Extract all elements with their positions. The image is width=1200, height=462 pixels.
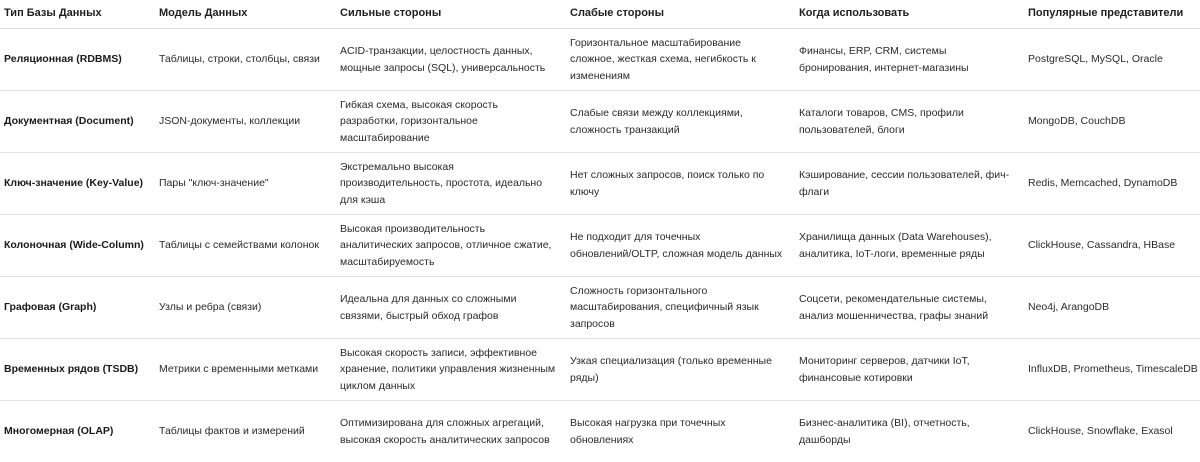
cell-weaknesses: Слабые связи между коллекциями, сложность транзакций bbox=[566, 91, 795, 153]
cell-db-type: Колоночная (Wide-Column) bbox=[0, 215, 155, 277]
cell-data-model: Узлы и ребра (связи) bbox=[155, 277, 336, 339]
cell-strengths: Оптимизирована для сложных агрегаций, высокая скорость аналитических запросов bbox=[336, 401, 566, 462]
cell-popular-representatives: Neo4j, ArangoDB bbox=[1024, 277, 1200, 339]
cell-db-type: Ключ-значение (Key-Value) bbox=[0, 153, 155, 215]
cell-popular-representatives: InfluxDB, Prometheus, TimescaleDB bbox=[1024, 339, 1200, 401]
cell-popular-representatives: MongoDB, CouchDB bbox=[1024, 91, 1200, 153]
cell-data-model: Метрики с временными метками bbox=[155, 339, 336, 401]
cell-weaknesses: Узкая специализация (только временные ряды) bbox=[566, 339, 795, 401]
header-row bbox=[0, 0, 1200, 29]
cell-popular-representatives: ClickHouse, Cassandra, HBase bbox=[1024, 215, 1200, 277]
header-when-to-use: Когда использовать bbox=[795, 0, 1024, 29]
cell-when-to-use: Бизнес-аналитика (BI), отчетность, дашборды bbox=[795, 401, 1024, 462]
header-popular-representatives: Популярные представители bbox=[1024, 0, 1200, 29]
header-data-model: Модель Данных bbox=[155, 0, 336, 29]
cell-weaknesses: Сложность горизонтального масштабирования, специфичный язык запросов bbox=[566, 277, 795, 339]
table-row bbox=[0, 153, 1200, 215]
cell-strengths: Гибкая схема, высокая скорость разработки, горизонтальное масштабирование bbox=[336, 91, 566, 153]
table-row bbox=[0, 277, 1200, 339]
cell-strengths: Высокая производительность аналитических запросов, отличное сжатие, масштабируемость bbox=[336, 215, 566, 277]
cell-weaknesses: Высокая нагрузка при точечных обновлениях bbox=[566, 401, 795, 462]
cell-data-model: Таблицы, строки, столбцы, связи bbox=[155, 29, 336, 91]
cell-when-to-use: Мониторинг серверов, датчики IoT, финансовые котировки bbox=[795, 339, 1024, 401]
table-row bbox=[0, 401, 1200, 462]
cell-when-to-use: Кэширование, сессии пользователей, фич-флаги bbox=[795, 153, 1024, 215]
cell-when-to-use: Каталоги товаров, CMS, профили пользователей, блоги bbox=[795, 91, 1024, 153]
cell-db-type: Реляционная (RDBMS) bbox=[0, 29, 155, 91]
cell-weaknesses: Нет сложных запросов, поиск только по ключу bbox=[566, 153, 795, 215]
cell-weaknesses: Не подходит для точечных обновлений/OLTP, сложная модель данных bbox=[566, 215, 795, 277]
cell-strengths: Высокая скорость записи, эффективное хранение, политики управления жизненным циклом данных bbox=[336, 339, 566, 401]
cell-strengths: ACID-транзакции, целостность данных, мощные запросы (SQL), универсальность bbox=[336, 29, 566, 91]
cell-strengths: Экстремально высокая производительность, простота, идеально для кэша bbox=[336, 153, 566, 215]
header-strengths: Сильные стороны bbox=[336, 0, 566, 29]
cell-when-to-use: Соцсети, рекомендательные системы, анализ мошенничества, графы знаний bbox=[795, 277, 1024, 339]
table-header bbox=[0, 0, 1200, 29]
cell-db-type: Многомерная (OLAP) bbox=[0, 401, 155, 462]
header-db-type: Тип Базы Данных bbox=[0, 0, 155, 29]
cell-data-model: JSON-документы, коллекции bbox=[155, 91, 336, 153]
cell-popular-representatives: PostgreSQL, MySQL, Oracle bbox=[1024, 29, 1200, 91]
cell-when-to-use: Хранилища данных (Data Warehouses), аналитика, IoT-логи, временные ряды bbox=[795, 215, 1024, 277]
cell-weaknesses: Горизонтальное масштабирование сложное, жесткая схема, негибкость к изменениям bbox=[566, 29, 795, 91]
header-weaknesses: Слабые стороны bbox=[566, 0, 795, 29]
table-body bbox=[0, 29, 1200, 462]
cell-data-model: Таблицы с семействами колонок bbox=[155, 215, 336, 277]
cell-db-type: Графовая (Graph) bbox=[0, 277, 155, 339]
table-row bbox=[0, 215, 1200, 277]
cell-db-type: Временных рядов (TSDB) bbox=[0, 339, 155, 401]
table-row bbox=[0, 91, 1200, 153]
cell-data-model: Пары "ключ-значение" bbox=[155, 153, 336, 215]
table-row bbox=[0, 339, 1200, 401]
table-row bbox=[0, 29, 1200, 91]
cell-strengths: Идеальна для данных со сложными связями, быстрый обход графов bbox=[336, 277, 566, 339]
cell-popular-representatives: ClickHouse, Snowflake, Exasol bbox=[1024, 401, 1200, 462]
cell-when-to-use: Финансы, ERP, CRM, системы бронирования, интернет-магазины bbox=[795, 29, 1024, 91]
cell-db-type: Документная (Document) bbox=[0, 91, 155, 153]
cell-popular-representatives: Redis, Memcached, DynamoDB bbox=[1024, 153, 1200, 215]
cell-data-model: Таблицы фактов и измерений bbox=[155, 401, 336, 462]
